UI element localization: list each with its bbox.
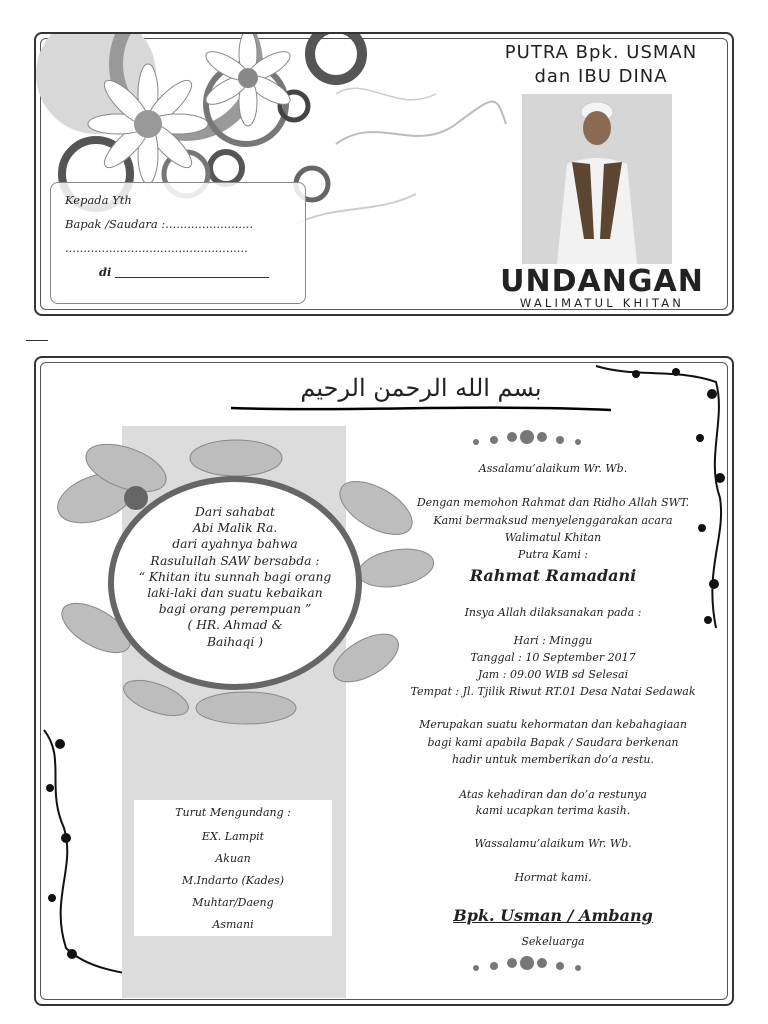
- parents-line-1: PUTRA Bpk. USMAN: [504, 42, 698, 63]
- honor-line-1: Merupakan suatu kehormatan dan kebahagiaan: [419, 718, 687, 731]
- quote-line: Baihaqi ): [206, 634, 264, 649]
- invitation-title: UNDANGAN: [500, 264, 704, 299]
- event-day: Hari : Minggu: [513, 634, 593, 647]
- address-di-label: di: [99, 265, 112, 279]
- invitation-subtitle: WALIMATUL KHITAN: [519, 296, 685, 310]
- intro-line-1: Dengan memohon Rahmat dan Ridho Allah SWT.: [416, 496, 690, 509]
- boy-photo: [522, 94, 672, 264]
- quote-line: “ Khitan itu sunnah bagi orang: [138, 569, 332, 584]
- parents-line-2: dan IBU DINA: [534, 66, 668, 87]
- hadith-quote: [132, 504, 338, 650]
- regards: Hormat kami.: [514, 871, 592, 884]
- quote-line: ( HR. Ahmad &: [187, 618, 283, 633]
- co-inviter-name: Asmani: [212, 918, 254, 931]
- separator-dash: [26, 340, 48, 341]
- co-inviters-box: [134, 800, 332, 936]
- co-inviter-name: EX. Lampit: [201, 830, 265, 843]
- quote-line: bagi orang perempuan ”: [158, 602, 312, 617]
- thanks-line-2: kami ucapkan terima kasih.: [475, 804, 631, 817]
- family-label: Sekeluarga: [521, 935, 585, 948]
- co-inviters-title: Turut Mengundang :: [175, 806, 291, 819]
- quote-line: Abi Malik Ra.: [192, 521, 278, 536]
- intro-line-4: Putra Kami :: [517, 548, 589, 561]
- address-line-2: Bapak /Saudara :........................: [65, 217, 253, 231]
- quote-line: dari ayahnya bahwa: [172, 537, 298, 552]
- honor-line-3: hadir untuk memberikan do’a restu.: [452, 753, 654, 766]
- event-date: Tanggal : 10 September 2017: [470, 651, 636, 664]
- event-place: Tempat : Jl. Tjilik Riwut RT.01 Desa Natai Sedawak: [410, 685, 696, 698]
- co-inviter-name: Muhtar/Daeng: [192, 896, 274, 909]
- honor-line-2: bagi kami apabila Bapak / Saudara berkenan: [427, 736, 679, 749]
- co-inviter-name: M.Indarto (Kades): [181, 874, 285, 887]
- address-line-1: Kepada Yth: [65, 193, 132, 207]
- host-name: Bpk. Usman / Ambang: [453, 906, 653, 925]
- quote-line: Dari sahabat: [195, 505, 275, 519]
- co-inviter-name: Akuan: [215, 852, 251, 865]
- address-line-3: ..................................................: [65, 241, 248, 255]
- intro-line-3: Walimatul Khitan: [504, 531, 602, 544]
- address-di-line: [115, 277, 269, 278]
- event-time: Jam : 09.00 WIB sd Selesai: [477, 668, 629, 681]
- bismillah-calligraphy: بسم الله الرحمن الرحيم: [221, 374, 621, 418]
- content-card: [34, 356, 734, 1006]
- quote-line: Rasulullah SAW bersabda :: [150, 553, 320, 568]
- cover-card: [34, 32, 734, 316]
- intro-line-2: Kami bermaksud menyelenggarakan acara: [433, 514, 673, 527]
- closing-salam: Wassalamu’alaikum Wr. Wb.: [474, 837, 632, 850]
- quote-line: laki-laki dan suatu kebaikan: [147, 586, 323, 601]
- address-box: [50, 182, 306, 304]
- thanks-line-1: Atas kehadiran dan do’a restunya: [459, 788, 647, 801]
- greeting: Assalamu’alaikum Wr. Wb.: [478, 462, 628, 475]
- child-name: Rahmat Ramadani: [469, 566, 637, 585]
- held-on-line: Insya Allah dilaksanakan pada :: [464, 606, 642, 619]
